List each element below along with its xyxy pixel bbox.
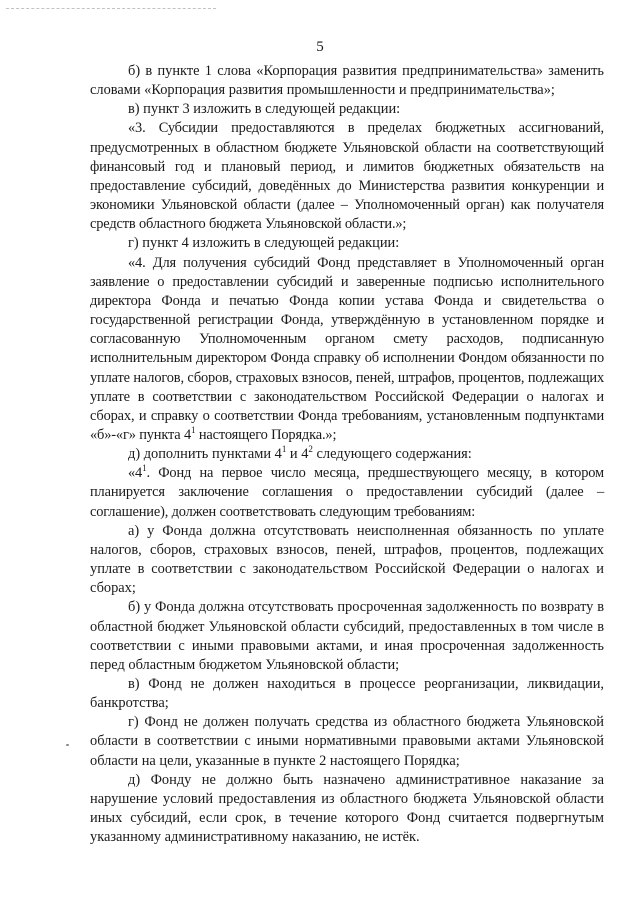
- paragraph-req-g: г) Фонд не должен получать средства из областного бюджета Ульяновской области в соответствии с иными нормативными правовыми актами Ульяновской области на цели, указанные в пункте 2 настоящего Порядка;: [90, 714, 604, 769]
- superscript: 1: [142, 463, 147, 474]
- paragraph-req-a: а) у Фонда должна отсутствовать неисполненная обязанность по уплате налогов, сборов, страховых взносов, пеней, штрафов, процентов, подлежащих уплате в соответствии с законодательством Российской Федерации о налогах и сборах;: [90, 522, 604, 597]
- scan-artifact: [6, 8, 216, 11]
- document-body: [90, 62, 604, 847]
- superscript: 2: [308, 444, 313, 455]
- paragraph-v: в) пункт 3 изложить в следующей редакции:: [128, 101, 401, 118]
- page-number: 5: [316, 39, 324, 55]
- paragraph-clause-4-1: «$4^1$. Фонд на первое число месяца, предшествующего месяцу, в котором планируется заключение соглашения о предоставлении субсидий (далее – соглашение), должен соответствовать следующим требованиям:: [90, 463, 604, 520]
- superscript: 1: [191, 425, 196, 436]
- paragraph-req-b: б) у Фонда должна отсутствовать просроченная задолженность по возврату в областной бюджет Ульяновской области субсидий, предоставленных в том числе в соответствии с иными правовыми актами, и иная просроченная задолженность перед областным бюджетом Ульяновской области;: [90, 599, 604, 673]
- paragraph-b: б) в пункте 1 слова «Корпорация развития предпринимательства» заменить словами «Корпорация развития промышленности и предпринимательства»;: [90, 63, 604, 99]
- paragraph-clause-3: «3. Субсидии предоставляются в пределах бюджетных ассигнований, предусмотренных в областном бюджете Ульяновской области на соответствующий финансовый год и плановый период, и лимитов бюджетных обязательств на предоставление субсидий, доведённых до Министерства развития конкуренции и экономики Ульяновской области (далее – Уполномоченный орган) как получателя средств областного бюджета Ульяновской области.»;: [90, 120, 604, 233]
- paragraph-req-v: в) Фонд не должен находиться в процессе реорганизации, ликвидации, банкротства;: [90, 676, 604, 712]
- superscript: 1: [281, 444, 287, 455]
- paragraph-g: г) пункт 4 изложить в следующей редакции:: [128, 235, 400, 252]
- paragraph-clause-4: «4. Для получения субсидий Фонд представляет в Уполномоченный орган заявление о предоставлении субсидий и заверенные подписью исполнительного директора Фонда и печатью Фонда копии устава Фонда и свидетельства о государственной регистрации Фонда, утверждённую в установленном порядке и согласованную Уполномоченным органом смету расходов, подписанную исполнительным директором Фонда справку об исполнении Фондом обязанности по уплате налогов, сборов, страховых взносов, пеней, штрафов, процентов, подлежащих уплате в соответствии с законодательством Российской Федерации о налогах и сборах, и справку о соответствии Фонда требованиям, установленным подпунктами «б»-«г» пункта $4^1$ настоящего Порядка.»;: [90, 254, 604, 443]
- scan-speck: [66, 744, 69, 746]
- paragraph-d: д) дополнить пунктами $4^1$ и $4^2$ следующего содержания:: [128, 444, 472, 463]
- paragraph-req-d: д) Фонду не должно быть назначено административное наказание за нарушение условий предоставления из областного бюджета Ульяновской области иных субсидий, если срок, в течение которого Фонд считается подвергнутым указанному административному наказанию, не истёк.: [90, 771, 604, 846]
